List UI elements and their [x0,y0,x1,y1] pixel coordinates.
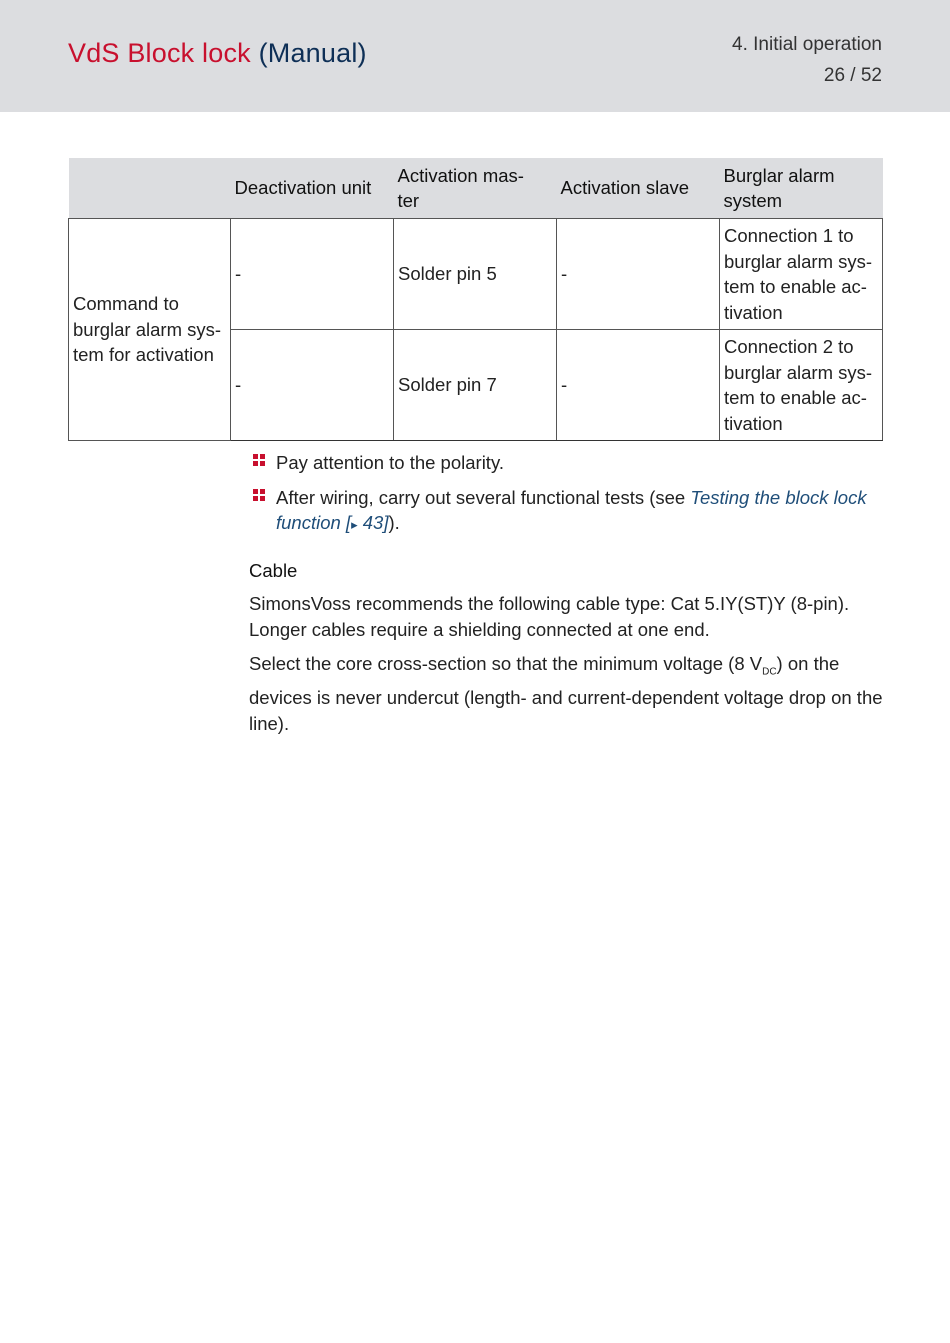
title-sub: (Manual) [258,38,367,68]
paragraph-voltage [249,651,883,736]
wiring-table [68,158,883,441]
list-item [249,450,883,476]
para-text: Select the core cross-section so that the minimum voltage (8 V [249,653,763,674]
table-header-row [69,158,883,219]
page-header [0,0,950,112]
title-main: VdS Block lock [68,38,251,68]
chapter-info [732,29,882,91]
page-number: 26 / 52 [823,65,882,86]
table-cell: - [557,219,720,330]
para-text-end: ) on the devices is never undercut (length- and current-dependent voltage drop on the line). [249,653,883,734]
bullet-text: Pay attention to the polarity. [276,452,504,473]
main-content [249,450,883,745]
table-cell: - [557,330,720,441]
document-title [68,38,367,69]
table-cell: - [231,219,394,330]
header-deactivation-unit: Deactivation unit [231,158,394,219]
table-cell: Connection 2 to burglar alarm sys-tem to enable ac-tivation [720,330,883,441]
table-cell: Solder pin 7 [394,330,557,441]
bullet-squares-icon [253,489,266,502]
bullet-squares-icon [253,454,266,467]
table-row [69,219,883,330]
header-burglar-alarm-system [720,158,883,219]
table-cell: - [231,330,394,441]
header-burglar-alarm-label: Burglar alarm system [723,164,835,211]
header-cell [69,158,231,219]
bullet-text: After wiring, carry out several functional tests (see [276,486,691,508]
link-page: 43] [357,512,389,533]
link-text: Testing the block lock function [ [276,486,867,533]
list-item [249,485,883,538]
paragraph: SimonsVoss recommends the following cable type: Cat 5.IY(ST)Y (8-pin). Longer cables require a shielding connected at one end. [249,593,850,640]
chapter-title: 4. Initial operation [732,34,882,55]
table-cell: Connection 1 to burglar alarm sys-tem to enable ac-tivation [720,219,883,330]
subscript-dc: DC [762,666,777,678]
header-activation-master [394,158,557,219]
table-cell: Solder pin 5 [394,219,557,330]
bullet-text-end: ). [388,512,400,533]
header-activation-master-label: Activation mas- ter [397,164,524,211]
page-arrow-icon: ▸ [351,517,358,532]
header-activation-slave: Activation slave [557,158,720,219]
section-title-cable: Cable [249,559,298,581]
row-label-cell: Command to burglar alarm sys-tem for activation [69,219,231,441]
